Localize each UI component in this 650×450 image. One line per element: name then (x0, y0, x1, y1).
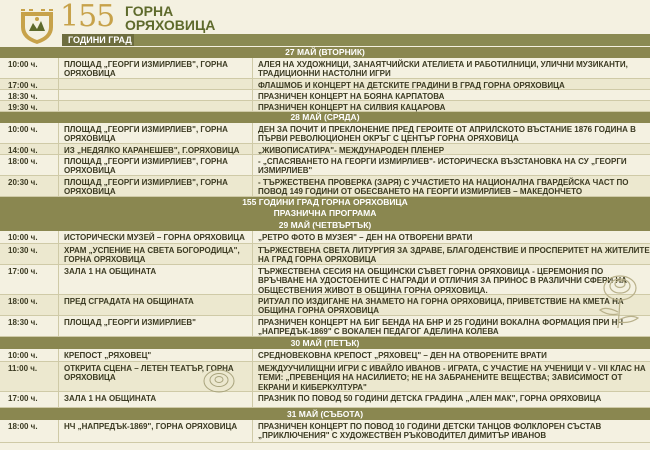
event-place: КРЕПОСТ „РЯХОВЕЦ" (64, 351, 152, 360)
event-description: „ЖИВОПИСАТИРА"- МЕЖДУНАРОДЕН ПЛЕНЕР (258, 146, 445, 155)
event-place: ПЛОЩАД „ГЕОРГИ ИЗМИРЛИЕВ" (64, 318, 196, 327)
event-time: 18:00 ч. (8, 157, 38, 166)
event-description: ДЕН ЗА ПОЧИТ И ПРЕКЛОНЕНИЕ ПРЕД ГЕРОИТЕ ОТ АПРИЛСКОТО ВЪСТАНИЕ 1876 ГОДИНА В ПЪРВИ РЕВОЛЮЦИОНЕН ОКРЪГ С ЦЕНТЪР ГОРНА ОРЯХОВИЦА (258, 125, 636, 144)
column-divider (252, 58, 253, 78)
event-row (0, 244, 650, 265)
event-time: 18:30 ч. (8, 318, 38, 327)
event-place: ХРАМ „УСПЕНИЕ НА СВЕТА БОГОРОДИЦА", ГОРНА ОРЯХОВИЦА (64, 246, 240, 265)
event-description: ПРАЗНИЧЕН КОНЦЕРТ НА СИЛВИЯ КАЦАРОВА (258, 103, 446, 112)
column-divider (58, 392, 59, 407)
column-divider (252, 155, 253, 175)
event-place: ЗАЛА 1 НА ОБЩИНАТА (64, 267, 157, 276)
column-divider (252, 265, 253, 294)
event-description: ПРАЗНИЧЕН КОНЦЕРТ ПО ПОВОД 10 ГОДИНИ ДЕТСКИ ТАНЦОВ ФОЛКЛОРЕН СЪСТАВ „ПРИКЛЮЧЕНИЯ" С ХУДОЖЕСТВЕН РЪКОВОДИТЕЛ ДИМИТЪР ИВАНОВ (258, 422, 602, 441)
event-row (0, 362, 650, 392)
peony-illustration-icon (590, 260, 646, 330)
day-header (0, 337, 650, 349)
column-divider (58, 123, 59, 143)
event-description: АЛЕЯ НА ХУДОЖНИЦИ, ЗАНАЯТЧИЙСКИ АТЕЛИЕТА И РАБОТИЛНИЦИ, УЛИЧНИ МУЗИКАНТИ, ТРАДИЦИОННИ НАСТОЛНИ ИГРИ (258, 60, 628, 79)
event-row (0, 231, 650, 244)
anniversary-number: 155 (60, 0, 115, 34)
event-time: 17:00 ч. (8, 394, 38, 403)
column-divider (252, 231, 253, 243)
event-time: 20:30 ч. (8, 178, 38, 187)
column-divider (58, 362, 59, 391)
event-row (0, 265, 650, 295)
column-divider (58, 79, 59, 89)
day-header (0, 112, 650, 123)
event-row (0, 123, 650, 144)
column-divider (58, 144, 59, 154)
event-description: „РЕТРО ФОТО В МУЗЕЯ" – ДЕН НА ОТВОРЕНИ ВРАТИ (258, 233, 473, 242)
rose-illustration-icon (200, 366, 238, 396)
event-description: ТЪРЖЕСТВЕНА СЕСИЯ НА ОБЩИНСКИ СЪВЕТ ГОРНА ОРЯХОВИЦА - ЦЕРЕМОНИЯ ПО ВРЪЧВАНЕ НА УДОСТОЕНИТЕ С НАГРАДИ И ОТЛИЧИЯ ЗА ПРИНОС В РАЗЛИЧНИ СФЕРИ НА ОБЩЕСТВЕНИЯ ЖИВОТ В ОБЩИНА ГОРНА ОРЯХОВИЦА. (258, 267, 627, 295)
event-description: ТЪРЖЕСТВЕНА СВЕТА ЛИТУРГИЯ ЗА ЗДРАВЕ, БЛАГОДЕНСТВИЕ И ПРОСПЕРИТЕТ НА ЖИТЕЛИТЕ НА ГРАД ГОРНА ОРЯХОВИЦА (258, 246, 650, 265)
schedule-table (0, 47, 650, 450)
day-title-line: ПРАЗНИЧНА ПРОГРАМА (273, 208, 377, 219)
event-description: ПРАЗНИЧЕН КОНЦЕРТ НА БИГ БЕНДА НА БНР И 25 ГОДИНИ ВОКАЛНА ФОРМАЦИЯ ПРИ НЧ „НАПРЕДЪК-1869" С ВОКАЛЕН ПЕДАГОГ АДЕЛИНА КОЛЕВА (258, 318, 624, 337)
subtitle-bar (62, 34, 650, 46)
event-place: ПРЕД СГРАДАТА НА ОБЩИНАТА (64, 297, 194, 306)
column-divider (58, 155, 59, 175)
town-name (125, 4, 215, 32)
event-description: ПРАЗНИК ПО ПОВОД 50 ГОДИНИ ДЕТСКА ГРАДИНА „АЛЕН МАК", ГОРНА ОРЯХОВИЦА (258, 394, 602, 403)
event-row (0, 155, 650, 176)
event-description: ПРАЗНИЧЕН КОНЦЕРТ НА БОЯНА КАРПАТОВА (258, 92, 445, 101)
event-description: СРЕДНОВЕКОВНА КРЕПОСТ „РЯХОВЕЦ" – ДЕН НА ОТВОРЕНИТЕ ВРАТИ (258, 351, 547, 360)
day-title-line: 30 МАЙ (ПЕТЪК) (290, 338, 360, 348)
event-place: ИЗ „НЕДЯЛКО КАРАНЕШЕВ", Г.ОРЯХОВИЦА (64, 146, 240, 155)
event-row (0, 176, 650, 197)
event-time: 18:00 ч. (8, 297, 38, 306)
event-row (0, 58, 650, 79)
event-description: - „СПАСЯВАНЕТО НА ГЕОРГИ ИЗМИРЛИЕВ"- ИСТОРИЧЕСКА ВЪЗСТАНОВКА НА СУ „ГЕОРГИ ИЗМИРЛИЕВ" (258, 157, 627, 176)
column-divider (252, 79, 253, 89)
event-place: ЗАЛА 1 НА ОБЩИНАТА (64, 394, 157, 403)
day-title-line: 29 МАЙ (ЧЕТВЪРТЪК) (278, 219, 372, 230)
event-time: 10:00 ч. (8, 351, 38, 360)
column-divider (58, 349, 59, 361)
column-divider (58, 101, 59, 111)
event-place: ПЛОЩАД „ГЕОРГИ ИЗМИРЛИЕВ", ГОРНА ОРЯХОВИЦА (64, 125, 228, 144)
event-description: - ТЪРЖЕСТВЕНА ПРОВЕРКА (ЗАРЯ) С УЧАСТИЕТО НА НАЦИОНАЛНА ГВАРДЕЙСКА ЧАСТ ПО ПОВОД 149 ГОДИНИ ОТ ОБЕСВАНЕТО НА ГЕОРГИ ИЗМИРЛИЕВ – МАКЕДОНЧЕТО (258, 178, 629, 197)
column-divider (252, 420, 253, 442)
event-time: 14:00 ч. (8, 146, 38, 155)
event-time: 10:30 ч. (8, 246, 38, 255)
day-title-line: 155 ГОДИНИ ГРАД ГОРНА ОРЯХОВИЦА (242, 197, 408, 207)
column-divider (252, 101, 253, 111)
column-divider (252, 316, 253, 336)
column-divider (252, 295, 253, 315)
column-divider (58, 420, 59, 442)
event-place: ИСТОРИЧЕСКИ МУЗЕЙ – ГОРНА ОРЯХОВИЦА (64, 233, 245, 242)
event-place: ОТКРИТА СЦЕНА – ЛЕТЕН ТЕАТЪР, ГОРНА ОРЯХОВИЦА (64, 364, 234, 383)
column-divider (252, 349, 253, 361)
event-time: 10:00 ч. (8, 233, 38, 242)
event-time: 17:00 ч. (8, 81, 38, 90)
event-time: 19:30 ч. (8, 103, 38, 112)
event-place: НЧ „НАПРЕДЪК-1869", ГОРНА ОРЯХОВИЦА (64, 422, 238, 431)
column-divider (252, 176, 253, 196)
day-title-line: 31 МАЙ (СЪБОТА) (286, 409, 364, 419)
event-time: 18:00 ч. (8, 422, 38, 431)
column-divider (58, 244, 59, 264)
event-time: 10:00 ч. (8, 125, 38, 134)
event-time: 17:00 ч. (8, 267, 38, 276)
event-row (0, 420, 650, 443)
event-time: 18:30 ч. (8, 92, 38, 101)
event-time: 11:00 ч. (8, 364, 38, 373)
event-row (0, 295, 650, 316)
column-divider (58, 231, 59, 243)
event-row (0, 349, 650, 362)
column-divider (58, 316, 59, 336)
column-divider (58, 265, 59, 294)
day-header (0, 47, 650, 58)
subtitle-label: ГОДИНИ ГРАД (62, 34, 134, 46)
column-divider (58, 90, 59, 100)
event-place: ПЛОЩАД „ГЕОРГИ ИЗМИРЛИЕВ", ГОРНА ОРЯХОВИЦА (64, 178, 228, 197)
event-place: ПЛОЩАД „ГЕОРГИ ИЗМИРЛИЕВ", ГОРНА ОРЯХОВИЦА (64, 60, 228, 79)
column-divider (252, 144, 253, 154)
column-divider (58, 176, 59, 196)
event-place: ПЛОЩАД „ГЕОРГИ ИЗМИРЛИЕВ", ГОРНА ОРЯХОВИЦА (64, 157, 228, 176)
event-row (0, 316, 650, 337)
event-description: МЕЖДУУЧИЛИЩНИ ИГРИ С ИВАЙЛО ИВАНОВ - ИГРАТА, С УЧАСТИЕ НА УЧЕНИЦИ V - VII КЛАС НА ТЕМИ: „ПРЕВЕНЦИЯ НА НАСИЛИЕТО; НЕ НА ЗАБРАНЕНИТЕ ВЕЩЕСТВА; ЗАВИСИМОСТ ОТ ЕКРАНИ И КИБЕРКУЛТУРА" (258, 364, 646, 392)
event-row (0, 392, 650, 408)
column-divider (58, 58, 59, 78)
column-divider (252, 362, 253, 391)
coat-of-arms-icon (18, 3, 56, 45)
column-divider (252, 90, 253, 100)
header (0, 0, 650, 47)
day-header (0, 408, 650, 420)
column-divider (252, 123, 253, 143)
event-row (0, 90, 650, 101)
column-divider (58, 295, 59, 315)
event-time: 10:00 ч. (8, 60, 38, 69)
town-line-1: ГОРНА (125, 3, 174, 19)
day-header (0, 197, 650, 231)
column-divider (252, 392, 253, 407)
column-divider (252, 244, 253, 264)
event-row (0, 79, 650, 90)
event-description: ФЛАШМОБ И КОНЦЕРТ НА ДЕТСКИТЕ ГРАДИНИ В ГРАД ГОРНА ОРЯХОВИЦА (258, 81, 565, 90)
event-row (0, 101, 650, 112)
event-description: РИТУАЛ ПО ИЗДИГАНЕ НА ЗНАМЕТО НА ГОРНА ОРЯХОВИЦА, ПРИВЕТСТВИЕ НА КМЕТА НА ОБЩИНА ГОРНА ОРЯХОВИЦА (258, 297, 624, 316)
day-title-line: 27 МАЙ (ВТОРНИК) (285, 47, 365, 57)
day-title-line: 28 МАЙ (СРЯДА) (290, 112, 360, 122)
town-line-2: ОРЯХОВИЦА (125, 17, 216, 33)
event-row (0, 144, 650, 155)
